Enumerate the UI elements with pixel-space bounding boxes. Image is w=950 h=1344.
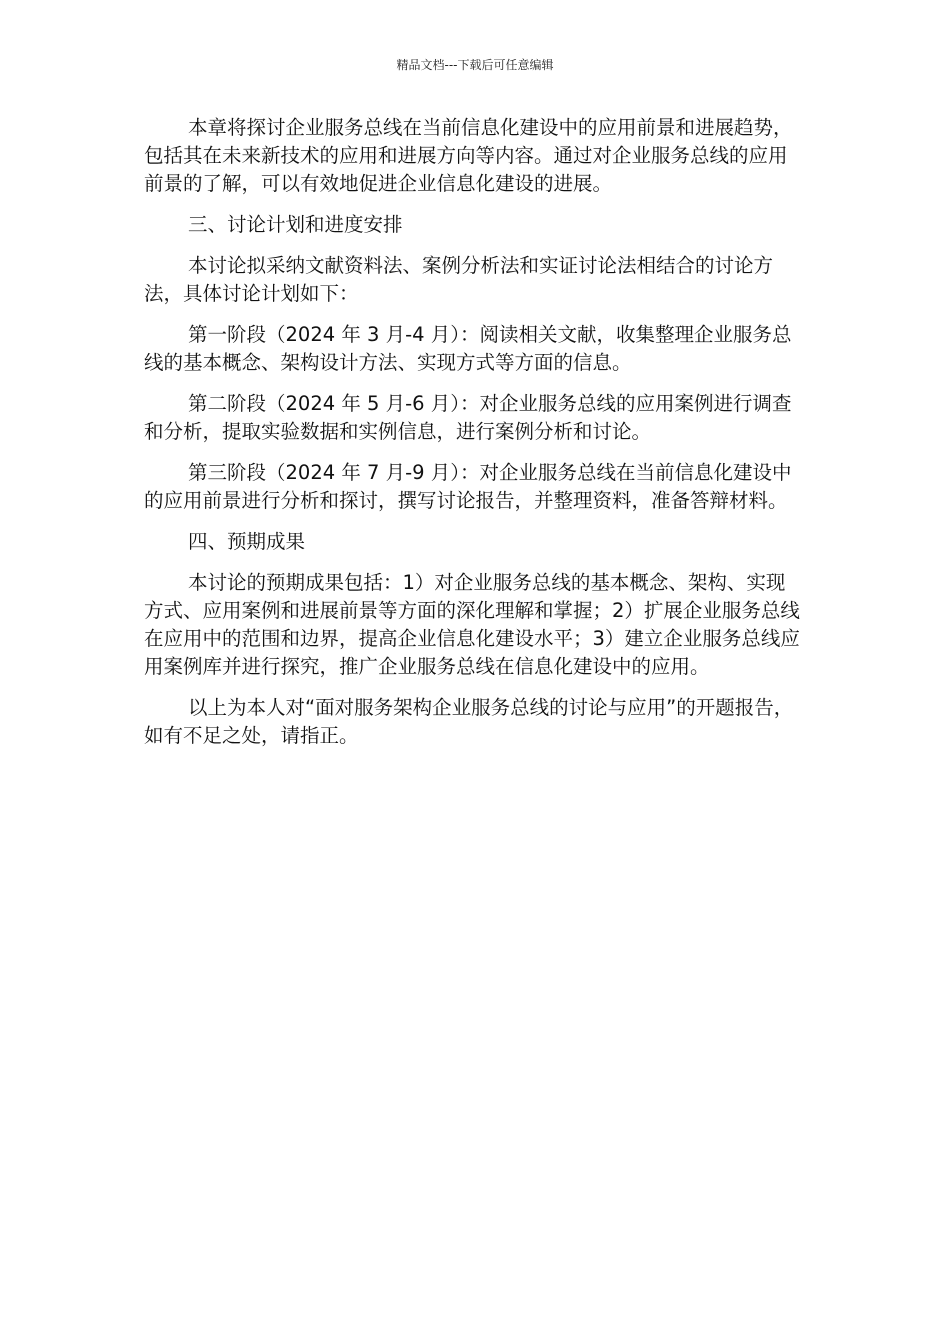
paragraph-methods: 本讨论拟采纳文献资料法、案例分析法和实证讨论法相结合的讨论方法，具体讨论计划如下：: [144, 254, 774, 305]
document-body: [144, 114, 804, 763]
page-header: 精品文档---下载后可任意编辑: [396, 58, 554, 72]
paragraph-stage-one: 第一阶段（2024 年 3 月-4 月）：阅读相关文献，收集整理企业服务总线的基本概念、架构设计方法、实现方式等方面的信息。: [144, 323, 792, 374]
paragraph-stage-two: 第二阶段（2024 年 5 月-6 月）：对企业服务总线的应用案例进行调查和分析，提取实验数据和实例信息，进行案例分析和讨论。: [144, 392, 792, 443]
paragraph-expected-results: 本讨论的预期成果包括：1）对企业服务总线的基本概念、架构、实现方式、应用案例和进展前景等方面的深化理解和掌握；2）扩展企业服务总线在应用中的范围和边界，提高企业信息化建设水平；3）建立企业服务总线应用案例库并进行探究，推广企业服务总线在信息化建设中的应用。: [144, 571, 800, 678]
section-heading-plan: 三、讨论计划和进度安排: [188, 213, 403, 236]
paragraph-stage-three: 第三阶段（2024 年 7 月-9 月）：对企业服务总线在当前信息化建设中的应用前景进行分析和探讨，撰写讨论报告，并整理资料，准备答辩材料。: [144, 461, 792, 512]
paragraph-application-prospects: 本章将探讨企业服务总线在当前信息化建设中的应用前景和进展趋势，包括其在未来新技术的应用和进展方向等内容。通过对企业服务总线的应用前景的了解，可以有效地促进企业信息化建设的进展。: [144, 116, 793, 195]
section-heading-results: 四、预期成果: [188, 530, 306, 553]
paragraph-closing: 以上为本人对“面对服务架构企业服务总线的讨论与应用”的开题报告，如有不足之处，请指正。: [144, 696, 794, 747]
